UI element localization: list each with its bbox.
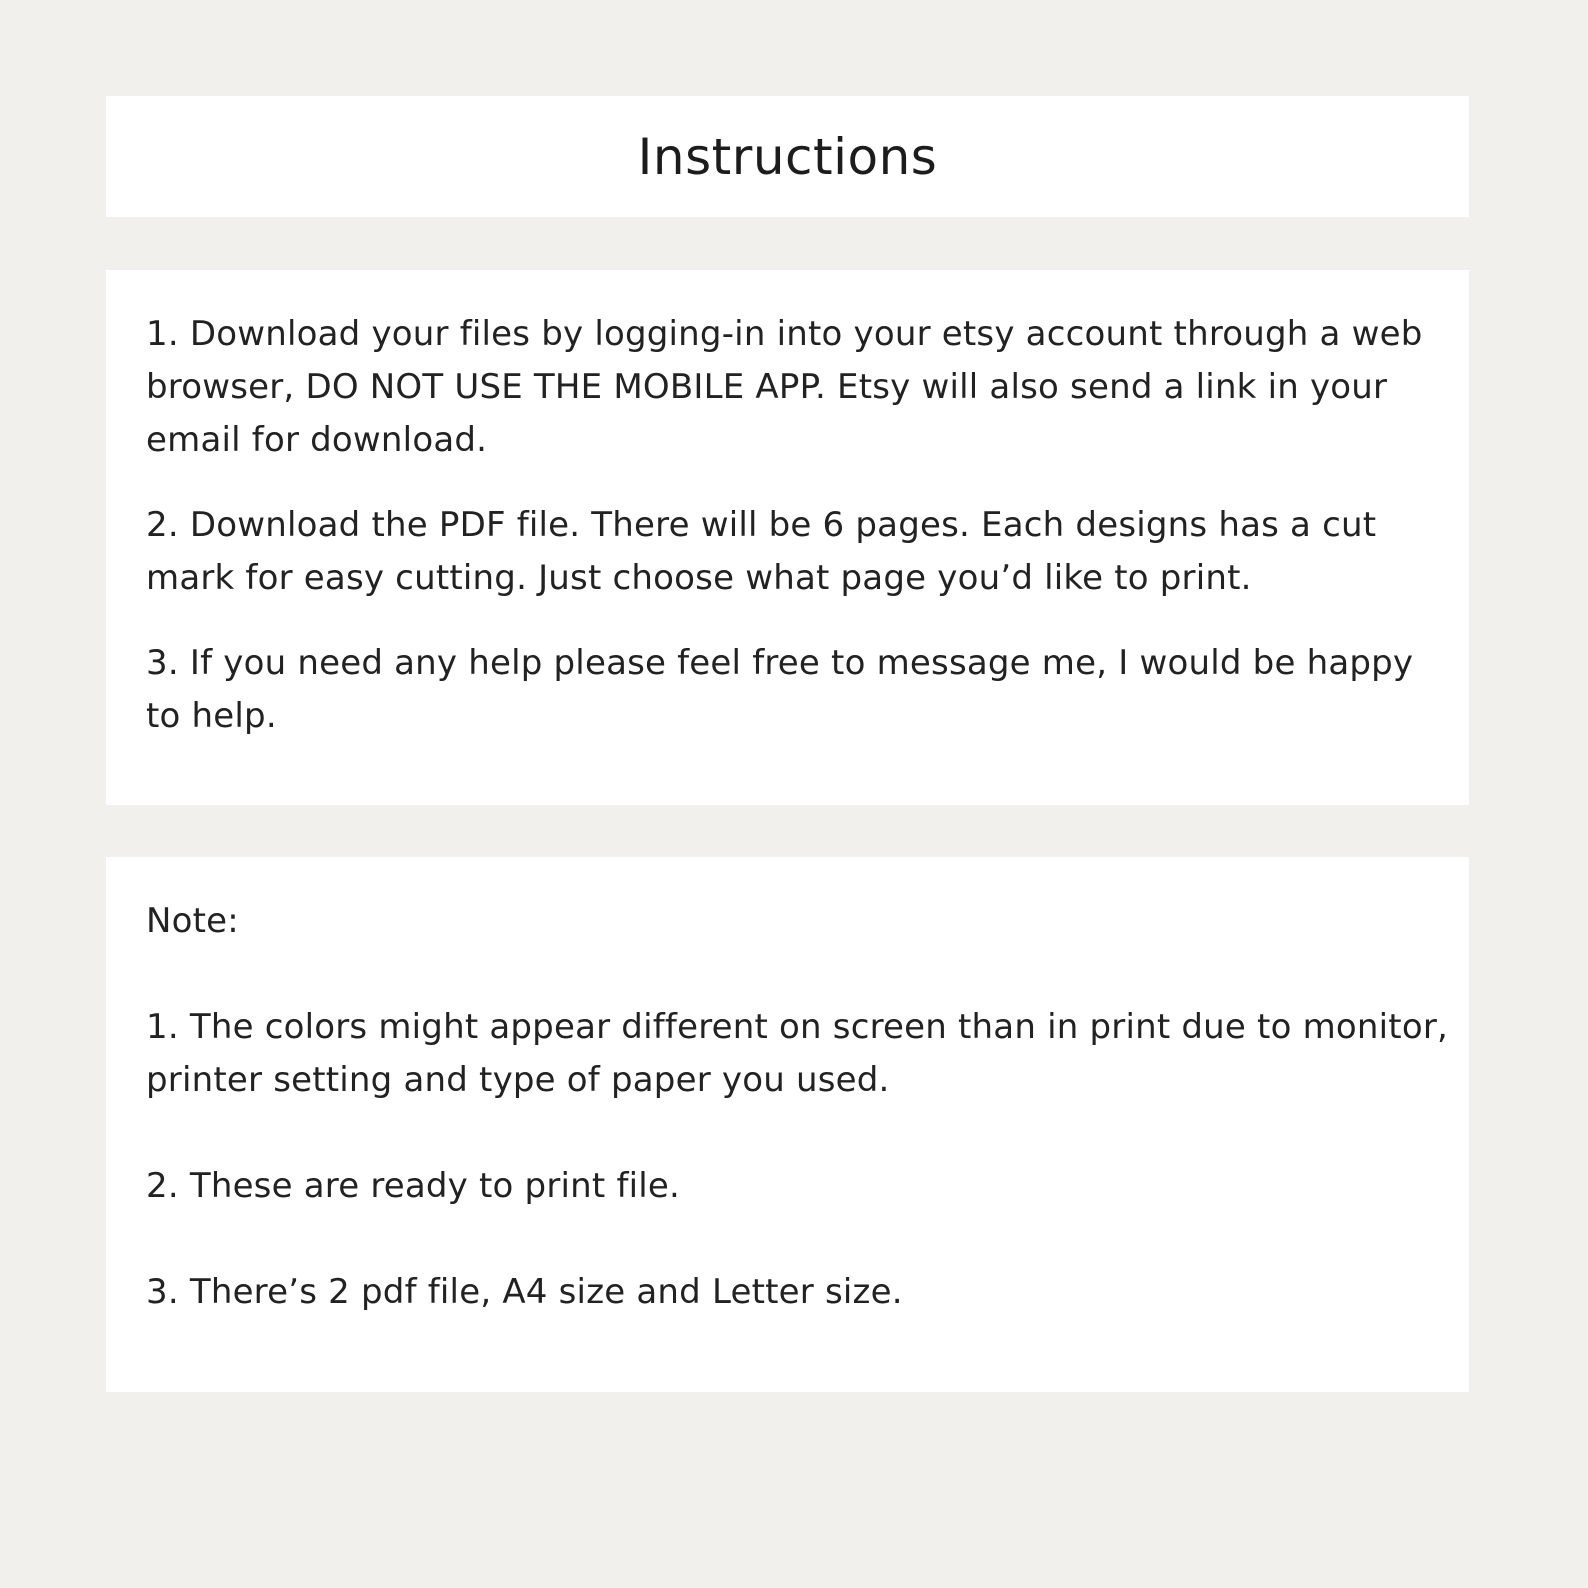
instruction-step-2: 2. Download the PDF file. There will be 6 pages. Each designs has a cut mark for easy cutting. Just choose what page you’d like to print. bbox=[146, 505, 1377, 598]
instructions-card bbox=[106, 270, 1469, 805]
note-item-2: 2. These are ready to print file. bbox=[146, 1166, 681, 1206]
note-label: Note: bbox=[146, 901, 239, 941]
instruction-step-1: 1. Download your files by logging-in into your etsy account through a web browser, DO NOT USE THE MOBILE APP. Etsy will also send a link in your email for download. bbox=[146, 314, 1423, 460]
instruction-step-3: 3. If you need any help please feel free to message me, I would be happy to help. bbox=[146, 643, 1414, 736]
note-item-1: 1. The colors might appear different on screen than in print due to monitor, printer setting and type of paper you used. bbox=[146, 1007, 1449, 1100]
notes-card bbox=[106, 857, 1469, 1392]
page-title: Instructions bbox=[637, 127, 938, 186]
note-item-3: 3. There’s 2 pdf file, A4 size and Letter size. bbox=[146, 1272, 903, 1312]
title-card bbox=[106, 96, 1469, 217]
